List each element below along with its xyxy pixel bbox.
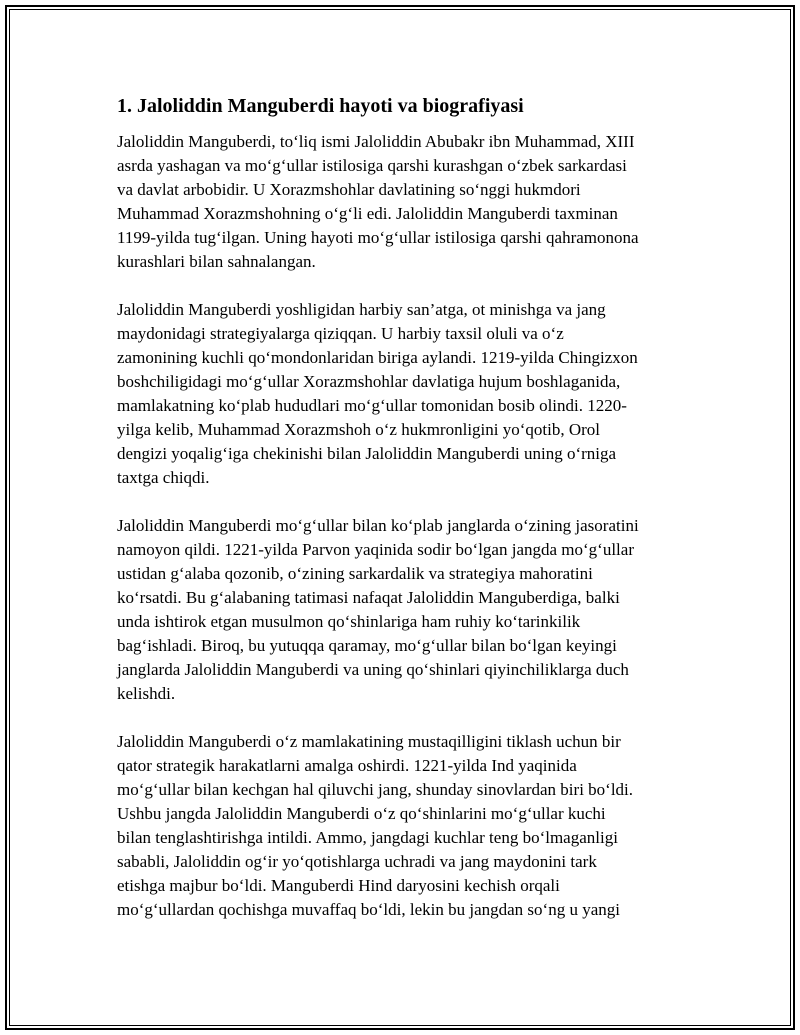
text-line: zamonining kuchli qo‘mondonlaridan biriga aylandi. 1219-yilda Chingizxon (117, 348, 638, 367)
paragraph-3 (117, 514, 685, 706)
text-line: yilga kelib, Muhammad Xorazmshoh o‘z hukmronligini yo‘qotib, Orol (117, 420, 601, 439)
text-line: Jaloliddin Manguberdi, to‘liq ismi Jaloliddin Abubakr ibn Muhammad, XIII (117, 132, 635, 151)
text-line: kelishdi. (117, 684, 176, 703)
text-line: qator strategik harakatlarni amalga oshirdi. 1221-yilda Ind yaqinida (117, 756, 577, 775)
text-line: bag‘ishladi. Biroq, bu yutuqqa qaramay, mo‘g‘ullar bilan bo‘lgan keyingi (117, 636, 617, 655)
text-line: kurashlari bilan sahnalangan. (117, 252, 316, 271)
text-line: maydonidagi strategiyalarga qiziqqan. U harbiy taxsil oluli va o‘z (117, 324, 564, 343)
text-line: ko‘rsatdi. Bu g‘alabaning tatimasi nafaqat Jaloliddin Manguberdiga, balki (117, 588, 620, 607)
text-line: mo‘g‘ullardan qochishga muvaffaq bo‘ldi, lekin bu jangdan so‘ng u yangi (117, 900, 620, 919)
document-body (117, 92, 685, 946)
paragraph-2 (117, 298, 685, 490)
text-line: unda ishtirok etgan musulmon qo‘shinlariga ham ruhiy ko‘tarinkilik (117, 612, 581, 631)
paragraph-4 (117, 730, 685, 922)
text-line: bilan tenglashtirishga intildi. Ammo, jangdagi kuchlar teng bo‘lmaganligi (117, 828, 618, 847)
text-line: Jaloliddin Manguberdi mo‘g‘ullar bilan ko‘plab janglarda o‘zining jasoratini (117, 516, 639, 535)
text-line: taxtga chiqdi. (117, 468, 210, 487)
text-line: ustidan g‘alaba qozonib, o‘zining sarkardalik va strategiya mahoratini (117, 564, 593, 583)
text-line: mo‘g‘ullar bilan kechgan hal qiluvchi jang, shunday sinovlardan biri bo‘ldi. (117, 780, 634, 799)
text-line: Jaloliddin Manguberdi o‘z mamlakatining mustaqilligini tiklash uchun bir (117, 732, 621, 751)
text-line: janglarda Jaloliddin Manguberdi va uning qo‘shinlari qiyinchiliklarga duch (117, 660, 629, 679)
text-line: sababli, Jaloliddin og‘ir yo‘qotishlarga uchradi va jang maydonini tark (117, 852, 597, 871)
text-line: etishga majbur bo‘ldi. Manguberdi Hind daryosini kechish orqali (117, 876, 560, 895)
text-line: asrda yashagan va mo‘g‘ullar istilosiga qarshi kurashgan o‘zbek sarkardasi (117, 156, 627, 175)
section-heading: 1. Jaloliddin Manguberdi hayoti va biografiyasi (117, 95, 524, 117)
text-line: dengizi yoqalig‘iga chekinishi bilan Jaloliddin Manguberdi uning o‘rniga (117, 444, 617, 463)
text-line: namoyon qildi. 1221-yilda Parvon yaqinida sodir bo‘lgan jangda mo‘g‘ullar (117, 540, 634, 559)
text-line: Muhammad Xorazmshohning o‘g‘li edi. Jaloliddin Manguberdi taxminan (117, 204, 618, 223)
text-line: boshchiligidagi mo‘g‘ullar Xorazmshohlar davlatiga hujum boshlaganida, (117, 372, 621, 391)
paragraph-1 (117, 130, 685, 274)
text-line: Jaloliddin Manguberdi yoshligidan harbiy san’atga, ot minishga va jang (117, 300, 606, 319)
text-line: Ushbu jangda Jaloliddin Manguberdi o‘z qo‘shinlarini mo‘g‘ullar kuchi (117, 804, 606, 823)
text-line: mamlakatning ko‘plab hududlari mo‘g‘ullar tomonidan bosib olindi. 1220- (117, 396, 627, 415)
text-line: va davlat arbobidir. U Xorazmshohlar davlatining so‘nggi hukmdori (117, 180, 581, 199)
text-line: 1199-yilda tug‘ilgan. Uning hayoti mo‘g‘ullar istilosiga qarshi qahramonona (117, 228, 639, 247)
